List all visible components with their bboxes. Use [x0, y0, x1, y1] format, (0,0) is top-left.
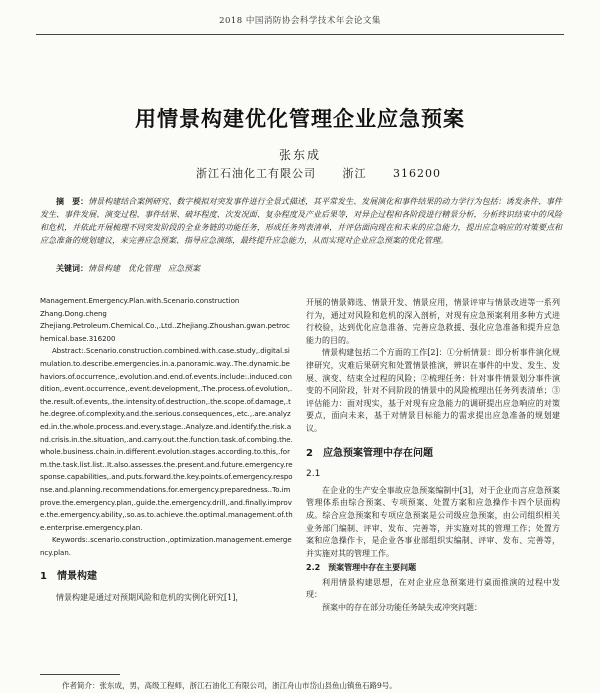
right-column [306, 297, 560, 615]
affiliation [196, 165, 463, 181]
paper-title: 用情景构建优化管理企业应急预案 [135, 107, 465, 131]
abstract-text: 情景构建结合案例研究、数字模拟对突发事件进行全景式描述，其平常发生、发展演化和事件结果的动力学行为包括：诱发条件、事件发生、事件发展、演变过程、事件结果、破坏程度、次发况面、复杂程度及产业后果等，对异企过程和各阶段进行精景分析，分析终识结束中的风险和危机，并依此开展梳理不同突发阶段的全业务链的功能任务，形成任务列表清单，并评估面向现在和未来的应急能力，提出应急响应的对策要点和应急准备的规划建议，来完善应急预案、指导应急演练，最终提升应急能力，从而实现对企业应急预案的优化管理。 [40, 197, 563, 245]
subsection-2-2-heading: 2.2 预案管理中存在主要问题 [306, 563, 417, 573]
english-title: Management.Emergency.Plan.with.Scenario.construction [40, 297, 240, 305]
affiliation-postcode: 316200 [393, 167, 441, 180]
abstract-label: 摘 要： [56, 196, 89, 206]
footnote: 作者简介：张东成，男，高级工程师，浙江石油化工有限公司，浙江舟山市岱山县鱼山镇鱼石路9号。 [62, 681, 397, 690]
section-2-1-paragraph: 在企业的生产安全事故应急预案编制中[3]，对于企业而言应急预案管理体系由综合预案、专项预案、处置方案和应急操作卡四个层面构成。综合应急预案和专项应急预案是公司级应急预案，由公司组织相关业务部门编制、评审、发布、完善等，并实施对其的管理工作；处置方案和应急操作卡，是企业各事业部组织实编制、评审、发布、完善等，并实施对其的管理工作。 [306, 485, 560, 558]
english-affiliation: Zhejiang.Petroleum.Chemical.Co.,.Ltd..Zhejiang.Zhoushan.gwan.petrochemical.base.316200 [40, 322, 290, 343]
section-2-2-paragraph: 利用情景构建思想，在对企业应急预案进行桌面推演的过程中发现： [306, 577, 560, 600]
author: 张东成 [278, 148, 321, 162]
header-rule [36, 34, 564, 35]
affiliation-org: 浙江石油化工有限公司 [196, 167, 316, 180]
keywords [56, 263, 200, 274]
footnote-rule [40, 674, 120, 675]
section-2-heading: 2 应急预案管理中存在问题 [306, 447, 433, 459]
english-abstract: Abstract:.Scenario.construction.combined.with.case.study,.digital.simulation.to.describe.emergencies.in.a.panoramic.way..The.dynamic.behaviors.of.occurrence,.evolution.and.end.of.events.include:.induced.condition,.event.occurrence,.event.development,.The.process.of.evolution,.the.result.of.events,.the.intensity.of.destruction,.the.scope.of.damage,.the.degree.of.complexity.and.the.serious.consequences,.etc.,.are.analyzed.in.the.whole.process.and.every.stage..Analyze.and.identify.the.risk.and.crisis.in.the.situation,.and.carry.out.the.function.task.of.combing.the.whole.business.chain.in.different.evolution.stages.according.to.this,.form.the.task.list.list..It.also.assesses.the.present.and.future.emergency.response.capabilities,.and.puts.forward.the.key.points.of.emergency.response.and.planning.recommendations.for.emergency.preparedness..To.improve.the.emergency.plan,.guide.the.emergency.drill,.and.finally.improve.the.emergency.ability,.so.as.to.achieve.the.optimal.management.of.the.enterprise.emergency.plan. [40, 347, 293, 532]
running-header: 2018 中国消防协会科学技术年会论文集 [219, 16, 381, 26]
abstract [40, 195, 562, 247]
left-column [40, 295, 294, 605]
keywords-label: 关键词： [56, 263, 88, 273]
section-2-2-paragraph-2: 预案中的存在部分功能任务缺失或冲突问题： [322, 603, 482, 613]
section-1-continuation: 开展的情景筛选、情景开发、情景应用，情景评审与情景改进等一系列行为，通过对风险和危机的深入剖析，对现有应急预案利用多种方式进行校验，达到优化应急准备、完善应急救援、强化应急准备和提升应急能力的目的。 [306, 298, 560, 345]
english-keywords: Keywords:.scenario.construction.,optimization.management.emergency.plan. [40, 536, 292, 557]
section-1-paragraph-2: 情景构建包括二个方面的工作[2]：①分析情景：即分析事件演化规律研究，灾难后果研究和处置情景推演，辨识在事件的中发、发生、发展、演变、结束全过程的风险；②梳理任务：针对事件情景划分事件演变的不同阶段，针对不同阶段的情景中的风险梳理出任务列表清单；③评估能力：面对现实，基于对现有应急能力的调研提出应急响应的对策要点，面向未来，基于对情景目标能力的需求提出应急准备的规划建议。 [306, 348, 560, 433]
affiliation-province: 浙江 [342, 167, 367, 180]
english-author: Zhang.Dong.cheng [40, 309, 107, 318]
section-1-heading: 1 情景构建 [40, 571, 97, 583]
section-1-paragraph: 情景构建是通过对预期风险和危机的实例化研究[1]， [56, 593, 244, 603]
keywords-text: 情景构建 优化管理 应急预案 [88, 264, 200, 273]
subsection-2-1-heading: 2.1 [306, 469, 321, 480]
